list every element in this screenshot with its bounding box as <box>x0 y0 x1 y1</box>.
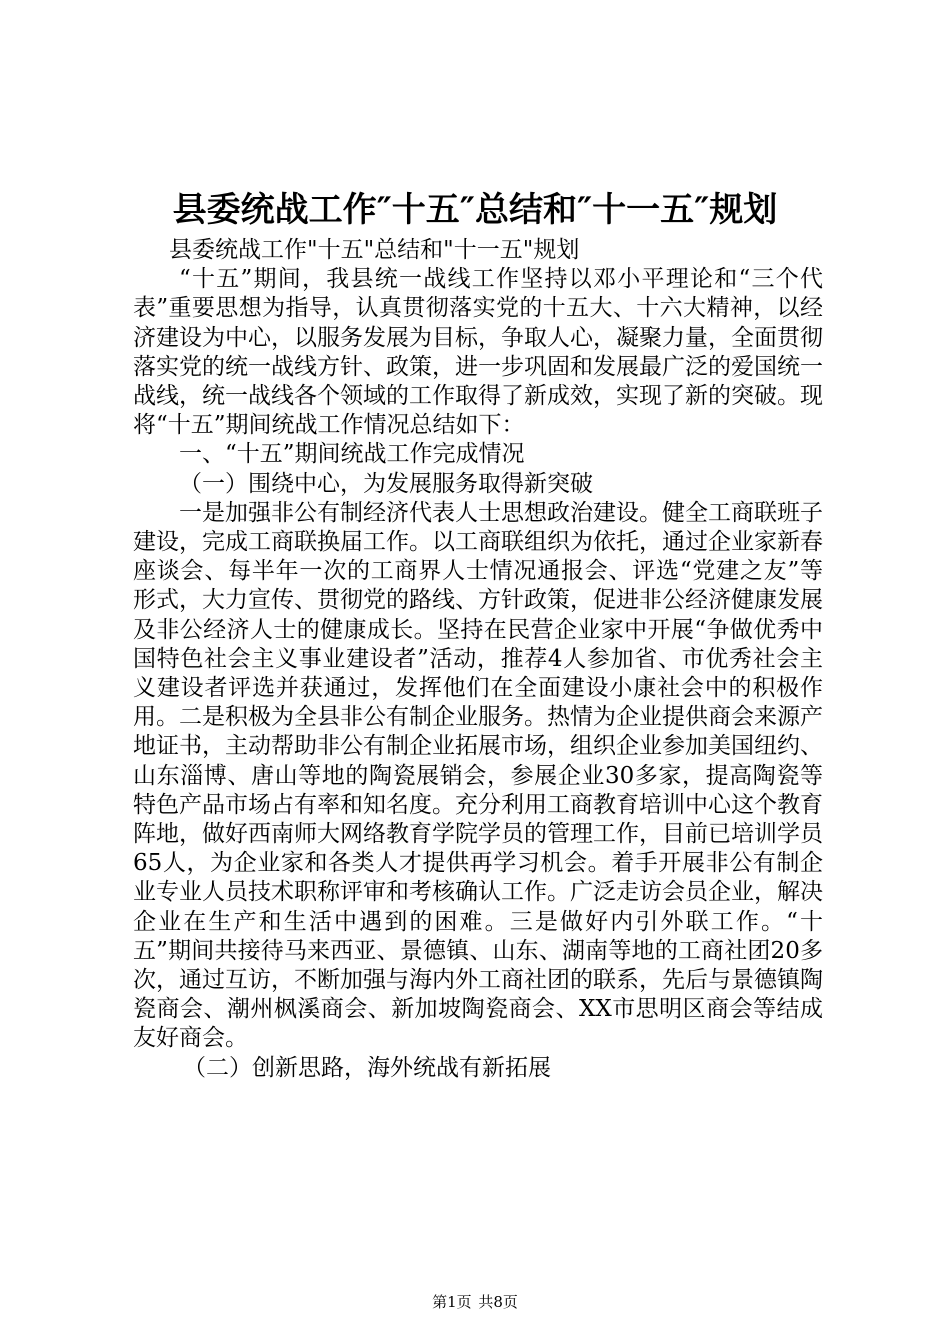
section-heading-1: 一、“十五”期间统战工作完成情况 <box>179 441 525 468</box>
subsection-heading-2: （二）创新思路，海外统战有新拓展 <box>183 1054 551 1081</box>
document-body <box>133 236 823 1083</box>
subtitle-line: 县委统战工作"十五"总结和"十一五"规划 <box>169 237 580 263</box>
page-number: 第1页 <box>432 1293 472 1311</box>
paragraph-intro: “十五”期间，我县统一战线工作坚持以邓小平理论和“三个代表”重要思想为指导，认真贯彻落实党的十五大、十六大精神，以经济建设为中心，以服务发展为目标，争取人心，凝聚力量，全面贯彻落实党的统一战线方针、政策，进一步巩固和发展最广泛的爱国统一战线，统一战线各个领域的工作取得了新成效，实现了新的突破。现将“十五”期间统战工作情况总结如下： <box>133 266 823 439</box>
subsection-heading-1: （一）围绕中心，为发展服务取得新突破 <box>179 470 593 497</box>
paragraph-body-1: 一是加强非公有制经济代表人士思想政治建设。健全工商联班子建设，完成工商联换届工作。以工商联组织为依托，通过企业家新春座谈会、每半年一次的工商界人士情况通报会、评选“党建之友”等形式，大力宣传、贯彻党的路线、方针政策，促进非公经济健康发展及非公经济人士的健康成长。坚持在民营企业家中开展“争做优秀中国特色社会主义事业建设者”活动，推荐4人参加省、市优秀社会主义建设者评选并获通过，发挥他们在全面建设小康社会中的积极作用。二是积极为全县非公有制企业服务。热情为企业提供商会来源产地证书，主动帮助非公有制企业拓展市场，组织企业参加美国纽约、山东淄博、唐山等地的陶瓷展销会，参展企业30多家，提高陶瓷等特色产品市场占有率和知名度。充分利用工商教育培训中心这个教育阵地，做好西南师大网络教育学院学员的管理工作，目前已培训学员65人，为企业家和各类人才提供再学习机会。着手开展非公有制企业专业人员技术职称评审和考核确认工作。广泛走访会员企业，解决企业在生产和生活中遇到的困难。三是做好内引外联工作。“十五”期间共接待马来西亚、景德镇、山东、湖南等地的工商社团20多次，通过互访，不断加强与海内外工商社团的联系，先后与景德镇陶瓷商会、潮州枫溪商会、新加坡陶瓷商会、XX市思明区商会等结成友好商会。 <box>133 499 823 1052</box>
page-total: 共8页 <box>478 1293 518 1311</box>
document-title: 县委统战工作″十五″总结和″十一五″规划 <box>172 190 778 230</box>
page-footer <box>0 1292 950 1312</box>
